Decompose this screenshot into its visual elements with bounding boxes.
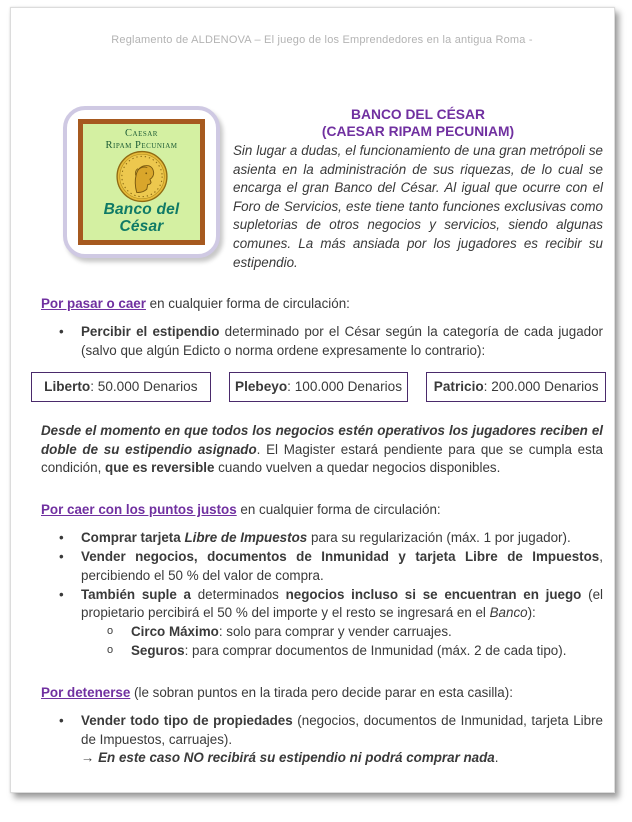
heading-link-por-pasar-o-caer[interactable]: Por pasar o caer bbox=[41, 296, 146, 312]
list-item: • También suple a determinados negocios incluso si se encuentran en juego (el propietario percibirá el 50 % del importe y el resto se ingresará en el Banco): bbox=[41, 586, 603, 624]
heading-por-pasar-o-caer bbox=[41, 296, 603, 311]
heading-link-por-detenerse[interactable]: Por detenerse bbox=[41, 684, 131, 700]
stipend-box-liberto: Liberto : 50.000 Denarios bbox=[31, 372, 211, 402]
stipend-box-plebeyo: Plebeyo : 100.000 Denarios bbox=[229, 372, 409, 402]
logo-latin-line1: Caesar bbox=[125, 128, 158, 139]
page-header-text: Reglamento de ALDENOVA – El juego de los Emprendedores en la antigua Roma - bbox=[111, 34, 533, 46]
double-stipend-paragraph: Desde el momento en que todos los negocios estén operativos los jugadores reciben el doble de su estipendio asignado. El Magister estará pendiente para que se cumpla esta condición, que es reversible cuando vuelven a quedar negocios disponibles. bbox=[41, 422, 603, 476]
heading-rest: (le sobran puntos en la tirada pero decide parar en esta casilla): bbox=[130, 684, 513, 700]
logo-name-line2: César bbox=[119, 217, 164, 235]
logo-name-line1: Banco del bbox=[103, 201, 180, 218]
intro-paragraph: Sin lugar a dudas, el funcionamiento de una gran metrópoli se asienta en la administración de sus riquezas, de lo cual se encarga el gran Banco del César. Al igual que ocurre con el Foro de Servicios, este tiene tanto funciones exclusivas como supletorias de otros negocios y servicios, siendo algunas comunes. La más ansiada por los jugadores es recibir su estipendio. bbox=[233, 143, 603, 270]
heading-por-caer-puntos-justos bbox=[41, 502, 603, 517]
logo-latin-line2: Ripam Pecuniam bbox=[105, 139, 178, 151]
heading-rest: en cualquier forma de circulación: bbox=[145, 296, 350, 312]
section-title-line2: (CAESAR RIPAM PECUNIAM) bbox=[321, 124, 515, 139]
list-item: • Vender negocios, documentos de Inmunidad y tarjeta Libre de Impuestos, percibiendo el 50 % del valor de compra. bbox=[41, 548, 603, 586]
logo-latin-title bbox=[106, 128, 178, 151]
puntos-sub-bullet-list bbox=[41, 623, 603, 661]
banco-del-cesar-logo bbox=[63, 106, 220, 258]
title-column bbox=[233, 106, 603, 272]
stipend-box-patricio: Patricio : 200.000 Denarios bbox=[426, 372, 606, 402]
list-item: o Circo Máximo: solo para comprar y vender carruajes. bbox=[41, 623, 603, 642]
heading-rest: en cualquier forma de circulación: bbox=[236, 502, 441, 518]
section-title-line1: BANCO DEL CÉSAR bbox=[351, 107, 485, 122]
list-item: • Comprar tarjeta Libre de Impuestos para su regularización (máx. 1 por jugador). bbox=[41, 529, 603, 548]
list-item: • Vender todo tipo de propiedades (negocios, documentos de Inmunidad, tarjeta Libre de Impuestos, carruajes). bbox=[41, 712, 603, 750]
list-item: • Percibir el estipendio determinado por el César según la categoría de cada jugador (salvo que algún Edicto o norma ordene expresamente lo contrario): bbox=[41, 323, 603, 361]
section-title bbox=[233, 106, 603, 140]
logo-name bbox=[104, 202, 180, 235]
document-page bbox=[10, 7, 615, 793]
detenerse-bullet-list bbox=[41, 712, 603, 750]
arrow-note: → En este caso NO recibirá su estipendio ni podrá comprar nada. bbox=[81, 750, 499, 766]
puntos-bullet-list bbox=[41, 529, 603, 623]
heading-link-por-caer-puntos-justos[interactable]: Por caer con los puntos justos bbox=[41, 502, 237, 518]
list-item: o Seguros: para comprar documentos de Inmunidad (máx. 2 de cada tipo). bbox=[41, 642, 603, 661]
top-row bbox=[41, 106, 603, 272]
heading-por-detenerse bbox=[41, 685, 603, 700]
logo-inner-panel bbox=[78, 119, 205, 245]
pasar-bullet-list bbox=[41, 323, 603, 361]
stipend-boxes-row bbox=[31, 372, 606, 402]
caesar-coin-icon bbox=[111, 150, 173, 203]
